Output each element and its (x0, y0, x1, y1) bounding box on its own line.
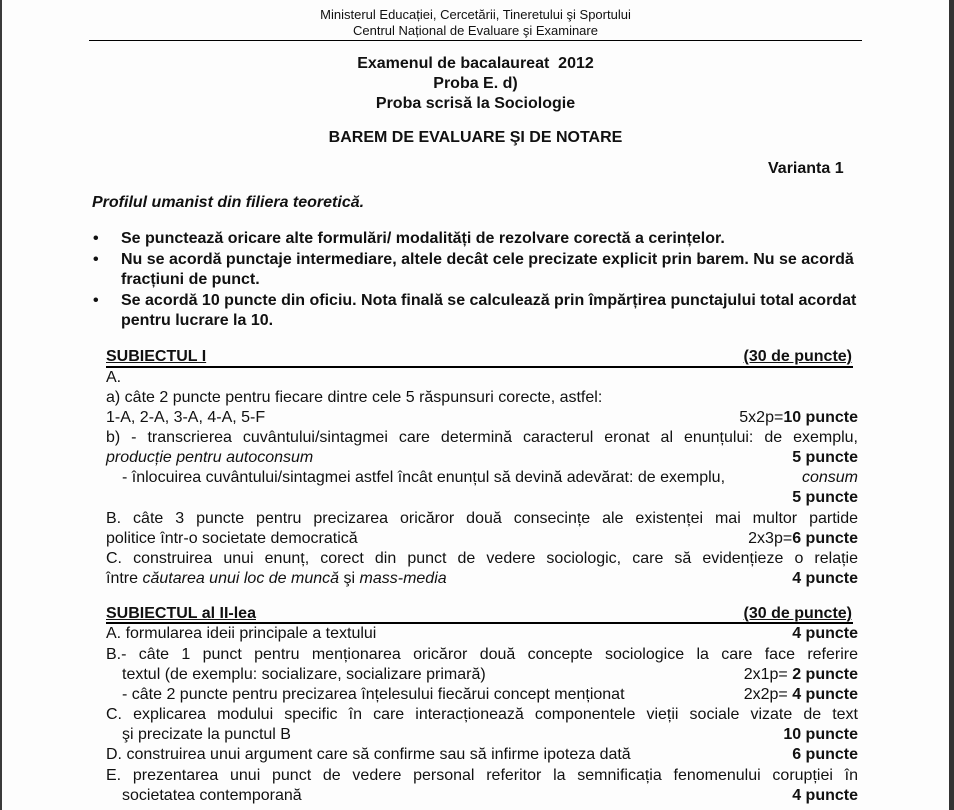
s2-C-score: 10 puncte (783, 726, 858, 743)
s1-B-score: 2x3p=6 puncte (748, 530, 858, 547)
rule-item: • Nu se acordă punctaje intermediare, altele decât cele precizate explicit prin barem. Nu se acordă fracțiuni de punct. (93, 250, 854, 288)
header-divider (89, 40, 862, 41)
s2-B1-score: 2x1p= 2 puncte (743, 666, 858, 683)
rule-item: • Se acordă 10 puncte din oficiu. Nota finală se calculează prin împărțirea punctajului total acordat pentru lucrare la 10. (93, 291, 857, 329)
barem-title: BAREM DE EVALUARE ŞI DE NOTARE (328, 129, 623, 146)
s2-E-row: societatea contemporană 4 puncte (122, 787, 858, 804)
s1-C-score: 4 puncte (792, 570, 858, 587)
s1-a-text: a) câte 2 puncte pentru fiecare dintre cele 5 răspunsuri corecte, astfel: (106, 389, 603, 406)
subject2-points: (30 de puncte) (743, 605, 852, 622)
s2-B2-score: 2x2p= 4 puncte (743, 686, 858, 703)
s2-B1-text: B.- câte 1 punct pentru menționarea oricăror două concepte sociologice la care face referire (106, 646, 858, 663)
s2-C-text: C. explicarea modului specific în care interacționează componentele vieții sociale vizate de text (106, 706, 858, 723)
s1-C-row: între căutarea unui loc de muncă şi mass-media 4 puncte (106, 570, 858, 587)
s1-a-score: 5x2p=10 puncte (739, 409, 858, 426)
s2-B1-row: textul (de exemplu: socializare, socializare primară) 2x1p= 2 puncte (122, 666, 858, 683)
s2-E-score: 4 puncte (792, 787, 858, 804)
s2-A-row: A. formularea ideii principale a textului 4 puncte (106, 625, 858, 642)
subject1-title: SUBIECTUL I (106, 348, 207, 365)
bullet-icon: • (93, 291, 99, 309)
s1-B-text: B. câte 3 puncte pentru precizarea oricăror două consecințe ale existenței mai multor partide (106, 510, 858, 527)
center-header: Centrul Național de Evaluare şi Examinare (353, 23, 598, 38)
rules-list (92, 229, 872, 332)
s2-D-row: D. construirea unui argument care să confirme sau să infirme ipoteza dată 6 puncte (106, 746, 858, 763)
s1-b2-example: consum (801, 469, 858, 486)
s1-B-row: politice într-o societate democratică 2x3p=6 puncte (106, 530, 858, 547)
s1-b1-row (106, 448, 858, 468)
subject2-heading (106, 604, 852, 624)
subject1-heading (106, 347, 852, 367)
s2-E-text: E. prezentarea unui punct de vedere personal referitor la semnificația fenomenului corupției în (106, 767, 858, 784)
s2-B2-row: - câte 2 puncte pentru precizarea înțelesului fiecărui concept menționat 2x2p= 4 puncte (122, 686, 858, 703)
subject1-points: (30 de puncte) (743, 348, 852, 365)
s1-b1-score: 5 puncte (792, 449, 858, 466)
subject2-title: SUBIECTUL al II-lea (106, 605, 256, 622)
proba-title: Proba E. d) (433, 75, 518, 92)
s2-A-score: 4 puncte (792, 625, 858, 642)
s1-b2-score: 5 puncte (792, 489, 858, 506)
s1-C-text: C. construirea unui enunț, corect din punct de vedere sociologic, care să evidențieze o relație (106, 550, 858, 567)
subject-title: Proba scrisă la Sociologie (375, 95, 576, 112)
s1-b1-text: b) - transcrierea cuvântului/sintagmei care determină caracterul eronat al enunțului: de exemplu, (106, 429, 858, 446)
rule-item: • Se punctează oricare alte formulări/ modalități de rezolvare corectă a cerințelor. (92, 229, 872, 250)
s2-C-row: şi precizate la punctul B 10 puncte (122, 726, 858, 743)
s1-b2-row: - înlocuirea cuvântului/sintagmei astfel încât enunțul să devină adevărat: de exemplu, consum (122, 469, 858, 486)
ministry-header: Ministerul Educației, Cercetării, Tineretului şi Sportului (320, 7, 631, 22)
exam-title: Examenul de bacalaureat 2012 (357, 55, 594, 72)
bullet-icon: • (93, 250, 99, 268)
scrollbar-track[interactable] (949, 0, 954, 810)
profile-label: Profilul umanist din filiera teoretică. (92, 194, 365, 211)
s2-D-score: 6 puncte (792, 746, 858, 763)
s1-a-label: A. (106, 369, 122, 386)
s1-b1-example: producție pentru autoconsum (106, 449, 314, 466)
variant-label: Varianta 1 (768, 160, 844, 177)
s1-a-answers-row: 1-A, 2-A, 3-A, 4-A, 5-F 5x2p=10 puncte (106, 409, 858, 426)
bullet-icon: • (93, 230, 99, 247)
